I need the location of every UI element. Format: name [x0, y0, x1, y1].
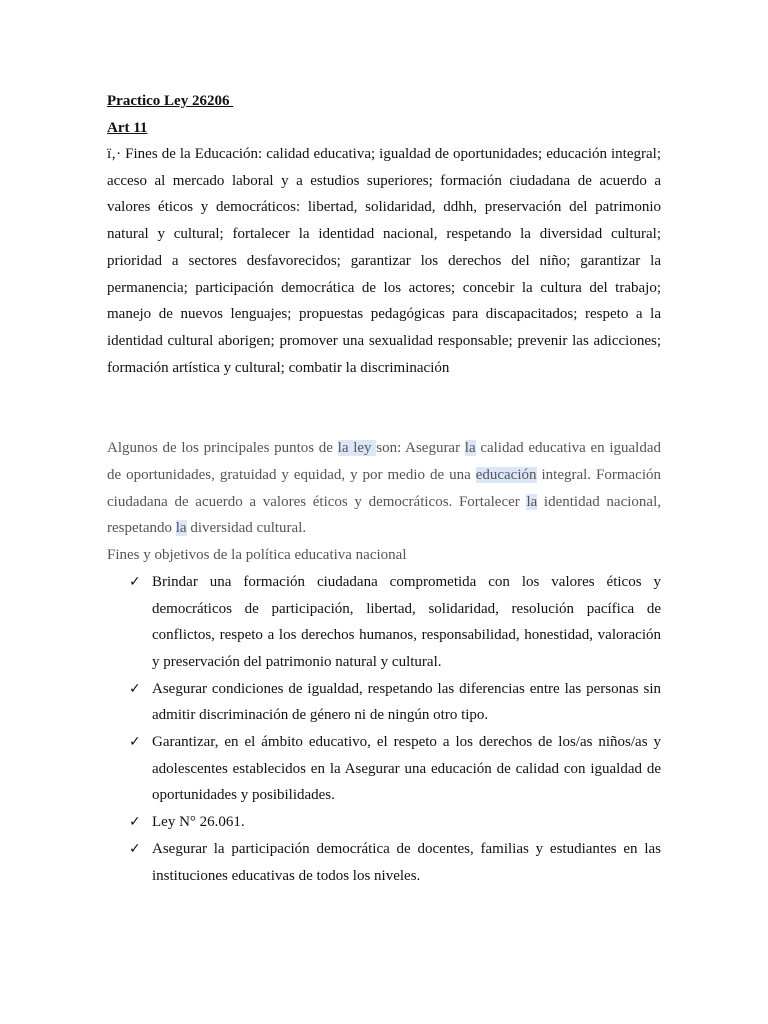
search-highlight: educación	[475, 467, 537, 484]
summary-text: diversidad cultural.	[186, 520, 307, 537]
intro-paragraph: ï‚· Fines de la Educación: calidad educativa; igualdad de oportunidades; educación integral; acceso al mercado laboral y a estudios superiores; formación ciudadana de acuerdo a valores éticos y democráticos: libertad, solidaridad, ddhh, preservación del patrimonio natural y cultural; fortalecer la identidad nacional, respetando la diversidad cultural; prioridad a sectores desfavorecidos; garantizar los derechos del niño; garantizar la permanencia; participación democrática de los actores; concebir la cultura del trabajo; manejo de nuevos lenguajes; propuestas pedagógicas para discapacitados; respeto a la identidad cultural aborigen; promover una sexualidad responsable; prevenir las adicciones; formación artística y cultural; combatir la discriminación	[107, 146, 661, 376]
summary-text: Algunos de los principales puntos de	[107, 440, 338, 457]
objectives-list	[107, 569, 661, 889]
checkmark-icon: ✓	[129, 734, 141, 751]
checkmark-icon: ✓	[129, 814, 141, 831]
search-highlight: la	[175, 520, 187, 537]
list-item	[107, 729, 661, 809]
section-title: Fines y objetivos de la política educativa nacional	[107, 547, 407, 564]
search-highlight: la	[464, 440, 476, 457]
search-highlight: la ley	[337, 440, 377, 457]
summary-text: son: Asegurar	[376, 440, 465, 457]
checkmark-icon: ✓	[129, 680, 141, 697]
search-highlight: la	[526, 493, 538, 510]
checkmark-icon: ✓	[129, 573, 141, 590]
summary-text: identidad nacional, respetando	[107, 493, 661, 537]
document-page	[107, 88, 661, 889]
summary-text: calidad educativa en igualdad de oportunidades, gratuidad y equidad, y por medio de una	[107, 440, 662, 484]
summary-text: integral. Formación ciudadana de acuerdo a valores éticos y democráticos. Fortalecer	[107, 467, 661, 510]
paragraph-gap	[107, 381, 661, 435]
document-title: Practico Ley 26206	[107, 93, 234, 109]
list-item-text: Asegurar condiciones de igualdad, respetando las diferencias entre las personas sin admitir discriminación de género ni de ningún otro tipo.	[152, 680, 661, 724]
checkmark-icon: ✓	[129, 840, 141, 857]
article-heading: Art 11	[107, 119, 148, 136]
list-item-text: Ley N° 26.061.	[152, 814, 245, 831]
list-item-text: Brindar una formación ciudadana comprometida con los valores éticos y democráticos de participación, libertad, solidaridad, resolución pacífica de conflictos, respeto a los derechos humanos, responsabilidad, honestidad, valoración y preservación del patrimonio natural y cultural.	[152, 573, 661, 670]
list-item-text: Garantizar, en el ámbito educativo, el respeto a los derechos de los/as niños/as y adolescentes establecidos en la Asegurar una educación de calidad con igualdad de oportunidades y posibilidades.	[152, 734, 661, 804]
summary-paragraph	[107, 435, 661, 542]
list-item	[107, 809, 661, 836]
list-item	[107, 836, 661, 889]
list-item-text: Asegurar la participación democrática de docentes, familias y estudiantes en las instituciones educativas de todos los niveles.	[152, 840, 661, 884]
list-item	[107, 569, 661, 676]
list-item	[107, 676, 661, 729]
